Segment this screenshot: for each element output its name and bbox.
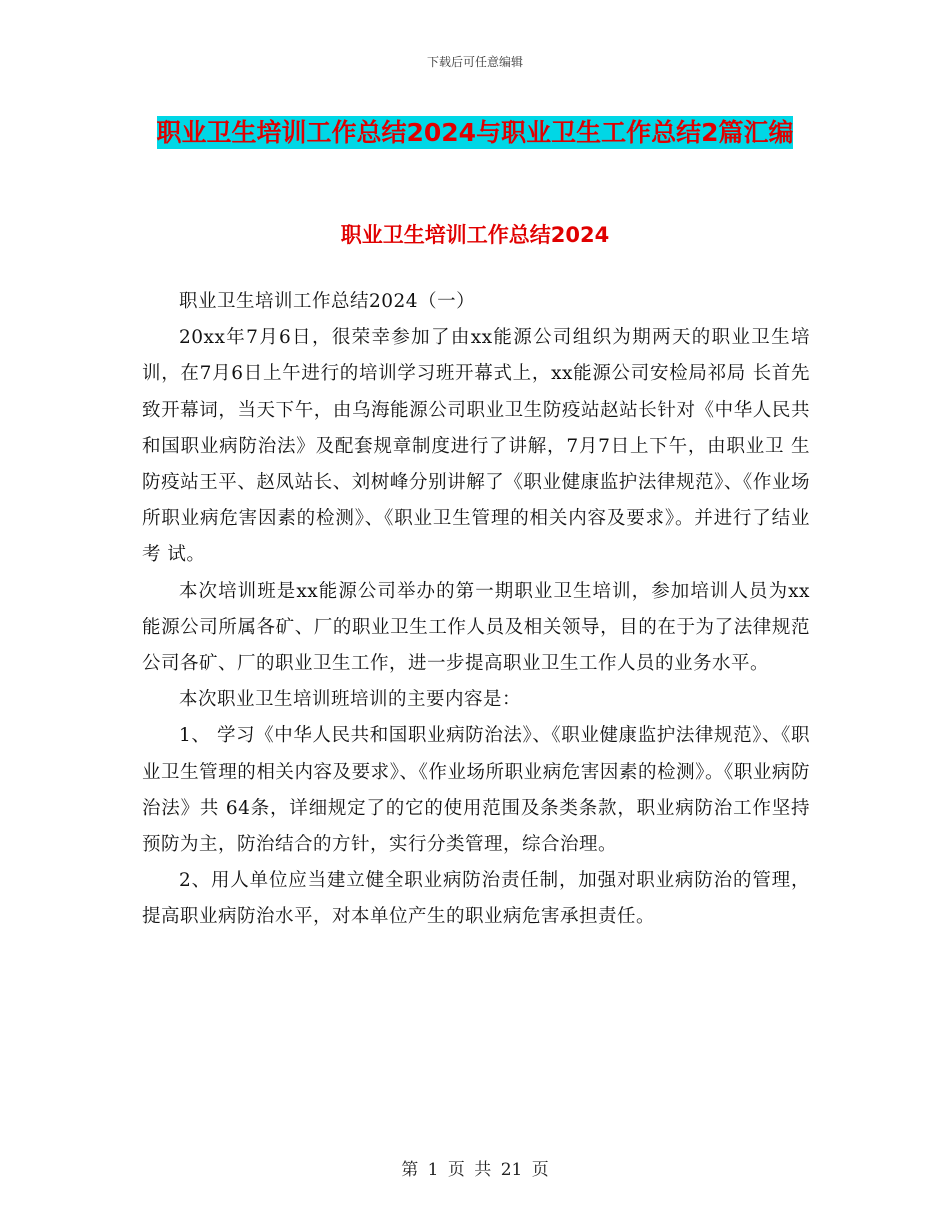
section-title: 职业卫生培训工作总结2024 <box>340 223 610 247</box>
paragraph-subtitle: 职业卫生培训工作总结2024（一） <box>179 291 476 312</box>
page-header-note: 下载后可任意编辑 <box>426 55 523 69</box>
page-number-footer: 第 1 页 共 21 页 <box>401 1160 549 1180</box>
paragraph: 本次培训班是xx能源公司举办的第一期职业卫生培训，参加培训人员为xx能源公司所属各矿、厂的职业卫生工作人员及相关领导，目的在于为了法律规范公司各矿、厂的职业卫生工作，进一步提高职业卫生工作人员的业务水平。 <box>142 580 810 675</box>
paragraph: 2、用人单位应当建立健全职业病防治责任制，加强对职业病防治的管理，提高职业病防治水平，对本单位产生的职业病危害承担责任。 <box>142 870 810 928</box>
paragraph: 20xx年7月6日，很荣幸参加了由xx能源公司组织为期两天的职业卫生培训，在7月6日上午进行的培训学习班开幕式上，xx能源公司安检局祁局 长首先致开幕词，当天下午，由乌海能源公司职业卫生防疫站赵站长针对《中华人民共和国职业病防治法》及配套规章制度进行了讲解，7月7日上下午，由职业卫 生防疫站王平、赵凤站长、刘树峰分别讲解了《职业健康监护法律规范》、《作业场所职业病危害因素的检测》、《职业卫生管理的相关内容及要求》。并进行了结业考 试。 <box>142 327 810 566</box>
paragraph: 本次职业卫生培训班培训的主要内容是： <box>179 689 522 711</box>
document-title <box>140 108 810 158</box>
document-title-text: 职业卫生培训工作总结2024与职业卫生工作总结2篇汇编 <box>156 118 794 147</box>
document-body <box>142 284 810 936</box>
paragraph: 1、 学习《中华人民共和国职业病防治法》、《职业健康监护法律规范》、《职业卫生管理的相关内容及要求》、《作业场所职业病危害因素的检测》。《职业病防治法》共 64条，详细规定了的它的使用范围及条类条款，职业病防治工作坚持预防为主，防治结合的方针，实行分类管理，综合治理。 <box>142 725 810 856</box>
